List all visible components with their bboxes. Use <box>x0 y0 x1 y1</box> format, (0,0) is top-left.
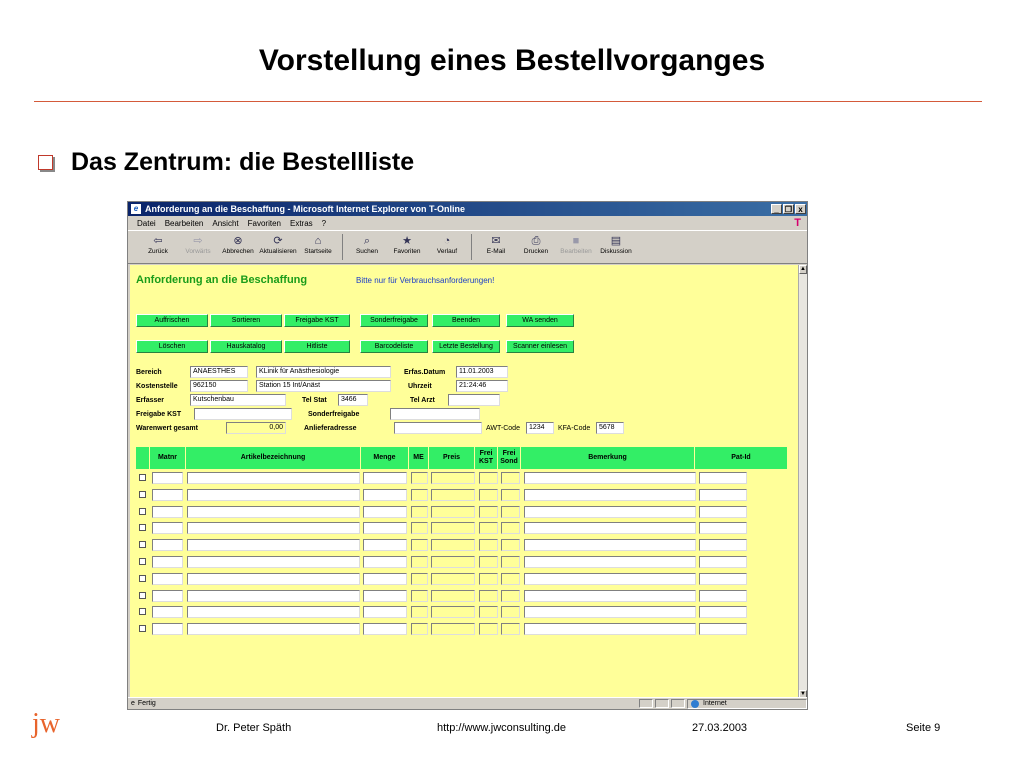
header-checkbox-col <box>136 447 150 469</box>
header-frei-sond: Frei Sond <box>498 447 521 469</box>
toolbar-back-arrow-button[interactable] <box>138 234 178 255</box>
toolbar-separator <box>342 234 343 260</box>
row-checkbox[interactable] <box>139 508 146 515</box>
status-cell <box>639 699 653 708</box>
sortieren-button[interactable]: Sortieren <box>210 314 282 327</box>
me-cell[interactable] <box>411 556 428 568</box>
frei-sond-cell[interactable] <box>501 623 520 635</box>
table-row <box>138 589 778 603</box>
matnr-cell[interactable] <box>152 506 183 518</box>
frei-sond-cell[interactable] <box>501 522 520 534</box>
page-done-icon: e <box>131 700 135 707</box>
erfasser-field[interactable]: Kutschenbau <box>190 394 286 406</box>
erfasser-label: Erfasser <box>136 397 165 404</box>
frei-kst-cell[interactable] <box>479 489 498 501</box>
preis-cell[interactable] <box>431 556 475 568</box>
sonderfreigabe-button[interactable]: Sonderfreigabe <box>360 314 428 327</box>
menu-bar <box>128 216 807 231</box>
me-cell[interactable] <box>411 506 428 518</box>
window-titlebar[interactable] <box>128 202 807 216</box>
sonderfreigabe-label: Sonderfreigabe <box>308 411 360 418</box>
toolbar-button-label: Diskussion <box>600 248 632 255</box>
scroll-down-icon[interactable]: ▼ <box>800 691 806 697</box>
artikelbezeichnung-cell[interactable] <box>187 573 360 585</box>
me-cell[interactable] <box>411 489 428 501</box>
freigabe-kst-label: Freigabe KST <box>136 411 182 418</box>
header-me: ME <box>409 447 429 469</box>
search-icon: ⌕ <box>363 235 371 247</box>
mail-icon: ✉ <box>491 235 501 247</box>
matnr-cell[interactable] <box>152 539 183 551</box>
frei-kst-cell[interactable] <box>479 623 498 635</box>
pat-id-cell[interactable] <box>699 623 747 635</box>
close-button[interactable]: x <box>795 204 806 214</box>
preis-cell[interactable] <box>431 590 475 602</box>
ie-icon: e <box>131 204 141 214</box>
back-arrow-icon: ⇦ <box>153 235 163 247</box>
preis-cell[interactable] <box>431 606 475 618</box>
menu-help[interactable]: ? <box>321 218 327 228</box>
bemerkung-cell[interactable] <box>524 606 696 618</box>
me-cell[interactable] <box>411 573 428 585</box>
forward-arrow-icon: ⇨ <box>193 235 203 247</box>
barcodeliste-button[interactable]: Barcodeliste <box>360 340 428 353</box>
form-title: Anforderung an die Beschaffung <box>136 274 308 286</box>
header-bemerkung: Bemerkung <box>521 447 695 469</box>
frei-kst-cell[interactable] <box>479 573 498 585</box>
kostenstelle-code-field[interactable]: 962150 <box>190 380 248 392</box>
tel-arzt-label: Tel Arzt <box>410 397 435 404</box>
bemerkung-cell[interactable] <box>524 472 696 484</box>
toolbar-mail-button[interactable] <box>476 234 516 255</box>
bullet-point <box>38 148 414 177</box>
toolbar-button-label: Suchen <box>355 248 379 255</box>
menu-ansicht[interactable]: Ansicht <box>212 218 239 228</box>
bemerkung-cell[interactable] <box>524 556 696 568</box>
header-menge: Menge <box>361 447 409 469</box>
table-row <box>138 521 778 535</box>
status-left <box>128 700 639 707</box>
sonderfreigabe-field[interactable] <box>390 408 480 420</box>
slide-title: Vorstellung eines Bestellvorganges <box>258 44 766 77</box>
bullet-text: Das Zentrum: die Bestellliste <box>71 148 415 176</box>
menge-cell[interactable] <box>363 590 407 602</box>
toolbar-button-label: Verlauf <box>436 248 458 255</box>
me-cell[interactable] <box>411 472 428 484</box>
toolbar-button-label: Startseite <box>304 248 332 255</box>
preis-cell[interactable] <box>431 573 475 585</box>
matnr-cell[interactable] <box>152 590 183 602</box>
stop-icon: ⊗ <box>233 235 243 247</box>
discussion-icon: ▤ <box>610 235 622 247</box>
table-row <box>138 505 778 519</box>
frei-sond-cell[interactable] <box>501 573 520 585</box>
tel-stat-label: Tel Stat <box>302 397 327 404</box>
kfa-code-label: KFA-Code <box>558 425 591 432</box>
title-divider <box>34 101 982 102</box>
menge-cell[interactable] <box>363 623 407 635</box>
frei-sond-cell[interactable] <box>501 590 520 602</box>
toolbar-button-label: Favoriten <box>393 248 421 255</box>
auffrischen-button[interactable]: Auffrischen <box>136 314 208 327</box>
bemerkung-cell[interactable] <box>524 573 696 585</box>
row-checkbox[interactable] <box>139 625 146 632</box>
bemerkung-cell[interactable] <box>524 489 696 501</box>
preis-cell[interactable] <box>431 506 475 518</box>
print-icon: ⎙ <box>531 235 541 247</box>
toolbar-home-button[interactable] <box>298 234 338 255</box>
browser-toolbar <box>128 231 807 264</box>
bereich-code-field[interactable]: ANAESTHES <box>190 366 248 378</box>
browser-window <box>127 201 808 710</box>
window-title: Anforderung an die Beschaffung - Microsoft Internet Explorer von T-Online <box>145 204 466 214</box>
toolbar-button-label: Drucken <box>523 248 549 255</box>
pat-id-cell[interactable] <box>699 590 747 602</box>
pat-id-cell[interactable] <box>699 573 747 585</box>
pat-id-cell[interactable] <box>699 472 747 484</box>
kfa-code-field[interactable]: 5678 <box>596 422 624 434</box>
t-online-logo: T <box>794 217 801 229</box>
frei-sond-cell[interactable] <box>501 489 520 501</box>
toolbar-separator <box>471 234 472 260</box>
menu-bearbeiten[interactable]: Bearbeiten <box>164 218 204 228</box>
header-preis: Preis <box>429 447 475 469</box>
artikelbezeichnung-cell[interactable] <box>187 556 360 568</box>
erfas-datum-label: Erfas.Datum <box>404 369 446 376</box>
awt-code-label: AWT-Code <box>486 425 520 432</box>
frei-sond-cell[interactable] <box>501 606 520 618</box>
security-zone <box>687 699 807 709</box>
toolbar-search-button[interactable] <box>347 234 387 255</box>
menu-favoriten[interactable]: Favoriten <box>247 218 281 228</box>
pat-id-cell[interactable] <box>699 539 747 551</box>
toolbar-button-label: Bearbeiten <box>560 248 592 255</box>
footer-date: 27.03.2003 <box>692 722 748 734</box>
preis-cell[interactable] <box>431 472 475 484</box>
toolbar-discussion-button[interactable] <box>596 234 636 255</box>
anlieferadresse-label: Anlieferadresse <box>304 425 357 432</box>
menge-cell[interactable] <box>363 539 407 551</box>
frei-sond-cell[interactable] <box>501 506 520 518</box>
warenwert-label: Warenwert gesamt <box>136 425 198 432</box>
toolbar-refresh-button[interactable] <box>258 234 298 255</box>
pat-id-cell[interactable] <box>699 556 747 568</box>
artikelbezeichnung-cell[interactable] <box>187 539 360 551</box>
pat-id-cell[interactable] <box>699 522 747 534</box>
edit-icon: ■ <box>572 235 580 247</box>
globe-icon <box>691 700 699 708</box>
frei-kst-cell[interactable] <box>479 522 498 534</box>
footer-author: Dr. Peter Späth <box>216 722 292 734</box>
scroll-up-icon[interactable]: ▲ <box>800 266 806 272</box>
artikelbezeichnung-cell[interactable] <box>187 606 360 618</box>
bullet-box-icon <box>38 155 53 170</box>
pat-id-cell[interactable] <box>699 606 747 618</box>
pat-id-cell[interactable] <box>699 489 747 501</box>
toolbar-button-label: Abbrechen <box>222 248 254 255</box>
artikelbezeichnung-cell[interactable] <box>187 489 360 501</box>
footer-page-number: Seite 9 <box>906 722 941 734</box>
menge-cell[interactable] <box>363 522 407 534</box>
preis-cell[interactable] <box>431 489 475 501</box>
menge-cell[interactable] <box>363 573 407 585</box>
kostenstelle-name-field[interactable]: Station 15 Int/Anäst <box>256 380 391 392</box>
toolbar-forward-arrow-button <box>178 234 218 255</box>
bemerkung-cell[interactable] <box>524 590 696 602</box>
menge-cell[interactable] <box>363 506 407 518</box>
row-checkbox[interactable] <box>139 474 146 481</box>
menge-cell[interactable] <box>363 556 407 568</box>
favorites-icon: ★ <box>402 235 412 247</box>
toolbar-stop-button[interactable] <box>218 234 258 255</box>
hitliste-button[interactable]: Hitliste <box>284 340 350 353</box>
uhrzeit-label: Uhrzeit <box>408 383 432 390</box>
refresh-icon: ⟳ <box>273 235 283 247</box>
status-cell <box>655 699 669 708</box>
matnr-cell[interactable] <box>152 556 183 568</box>
bemerkung-cell[interactable] <box>524 623 696 635</box>
table-row <box>138 622 778 636</box>
tel-arzt-field[interactable] <box>448 394 500 406</box>
me-cell[interactable] <box>411 539 428 551</box>
table-row <box>138 605 778 619</box>
menu-datei[interactable]: Datei <box>137 218 156 228</box>
header-pat-id: Pat-Id <box>731 454 751 461</box>
restore-button[interactable]: ❐ <box>784 205 793 214</box>
pat-id-cell[interactable] <box>699 506 747 518</box>
me-cell[interactable] <box>411 590 428 602</box>
hauskatalog-button[interactable]: Hauskatalog <box>210 340 282 353</box>
bereich-label: Bereich <box>136 369 162 376</box>
frei-sond-cell[interactable] <box>501 539 520 551</box>
anlieferadresse-field[interactable] <box>394 422 482 434</box>
row-checkbox[interactable] <box>139 541 146 548</box>
table-row <box>138 572 778 586</box>
freigabe-kst-button[interactable]: Freigabe KST <box>284 314 350 327</box>
frei-kst-cell[interactable] <box>479 590 498 602</box>
home-icon: ⌂ <box>314 235 322 247</box>
preis-cell[interactable] <box>431 539 475 551</box>
table-row <box>138 471 778 485</box>
frei-kst-cell[interactable] <box>479 472 498 484</box>
matnr-cell[interactable] <box>152 522 183 534</box>
table-row <box>138 538 778 552</box>
row-checkbox[interactable] <box>139 592 146 599</box>
toolbar-print-button[interactable] <box>516 234 556 255</box>
bemerkung-cell[interactable] <box>524 522 696 534</box>
frei-kst-cell[interactable] <box>479 506 498 518</box>
bereich-name-field[interactable]: KLinik für Anästhesiologie <box>256 366 391 378</box>
form-hint: Bitte nur für Verbrauchsanforderungen! <box>356 276 495 285</box>
me-cell[interactable] <box>411 522 428 534</box>
bemerkung-cell[interactable] <box>524 539 696 551</box>
status-bar <box>128 697 807 709</box>
toolbar-edit-button <box>556 234 596 255</box>
matnr-cell[interactable] <box>152 472 183 484</box>
toolbar-button-label: Zurück <box>148 248 168 255</box>
toolbar-history-button[interactable] <box>427 234 467 255</box>
artikelbezeichnung-cell[interactable] <box>187 522 360 534</box>
awt-code-field[interactable]: 1234 <box>526 422 554 434</box>
frei-kst-cell[interactable] <box>479 539 498 551</box>
menge-cell[interactable] <box>363 489 407 501</box>
artikelbezeichnung-cell[interactable] <box>187 590 360 602</box>
matnr-cell[interactable] <box>152 489 183 501</box>
menge-cell[interactable] <box>363 606 407 618</box>
matnr-cell[interactable] <box>152 573 183 585</box>
page-content <box>130 265 798 699</box>
preis-cell[interactable] <box>431 623 475 635</box>
zone-text: Internet <box>703 700 727 707</box>
artikelbezeichnung-cell[interactable] <box>187 472 360 484</box>
frei-sond-cell[interactable] <box>501 556 520 568</box>
row-checkbox[interactable] <box>139 558 146 565</box>
frei-sond-cell[interactable] <box>501 472 520 484</box>
me-cell[interactable] <box>411 623 428 635</box>
erfas-datum-field[interactable]: 11.01.2003 <box>456 366 508 378</box>
status-text: Fertig <box>137 700 156 707</box>
history-icon: ◔ <box>443 235 451 247</box>
warenwert-field: 0,00 <box>226 422 286 434</box>
header-matnr: Matnr <box>150 447 186 469</box>
matnr-cell[interactable] <box>152 606 183 618</box>
artikelbezeichnung-cell[interactable] <box>187 506 360 518</box>
jw-logo: jw <box>32 708 60 739</box>
uhrzeit-field[interactable]: 21:24:46 <box>456 380 508 392</box>
status-cell <box>671 699 685 708</box>
vertical-scrollbar[interactable] <box>798 265 807 699</box>
freigabe-kst-field[interactable] <box>194 408 292 420</box>
row-checkbox[interactable] <box>139 575 146 582</box>
bemerkung-cell[interactable] <box>524 506 696 518</box>
menge-cell[interactable] <box>363 472 407 484</box>
header-artikelbezeichnung: Artikelbezeichnung <box>186 447 361 469</box>
menu-extras[interactable]: Extras <box>289 218 313 228</box>
row-checkbox[interactable] <box>139 524 146 531</box>
beenden-button[interactable]: Beenden <box>432 314 500 327</box>
frei-kst-cell[interactable] <box>479 556 498 568</box>
kostenstelle-label: Kostenstelle <box>136 383 178 390</box>
artikelbezeichnung-cell[interactable] <box>187 623 360 635</box>
matnr-cell[interactable] <box>152 623 183 635</box>
toolbar-favorites-button[interactable] <box>387 234 427 255</box>
me-cell[interactable] <box>411 606 428 618</box>
table-row <box>138 555 778 569</box>
toolbar-button-label: Aktualisieren <box>259 248 297 255</box>
order-table-header <box>136 447 787 469</box>
preis-cell[interactable] <box>431 522 475 534</box>
loeschen-button[interactable]: Löschen <box>136 340 208 353</box>
table-row <box>138 488 778 502</box>
letzte-bestellung-button[interactable]: Letzte Bestellung <box>432 340 500 353</box>
toolbar-button-label: Vorwärts <box>185 248 211 255</box>
toolbar-button-label: E-Mail <box>486 248 506 255</box>
frei-kst-cell[interactable] <box>479 606 498 618</box>
scanner-einlesen-button[interactable]: Scanner einlesen <box>506 340 574 353</box>
footer-url[interactable]: http://www.jwconsulting.de <box>437 722 567 734</box>
header-frei-kst: Frei KST <box>475 447 498 469</box>
row-checkbox[interactable] <box>139 608 146 615</box>
tel-stat-field[interactable]: 3466 <box>338 394 368 406</box>
minimize-button[interactable]: _ <box>771 204 782 214</box>
row-checkbox[interactable] <box>139 491 146 498</box>
wa-senden-button[interactable]: WA senden <box>506 314 574 327</box>
